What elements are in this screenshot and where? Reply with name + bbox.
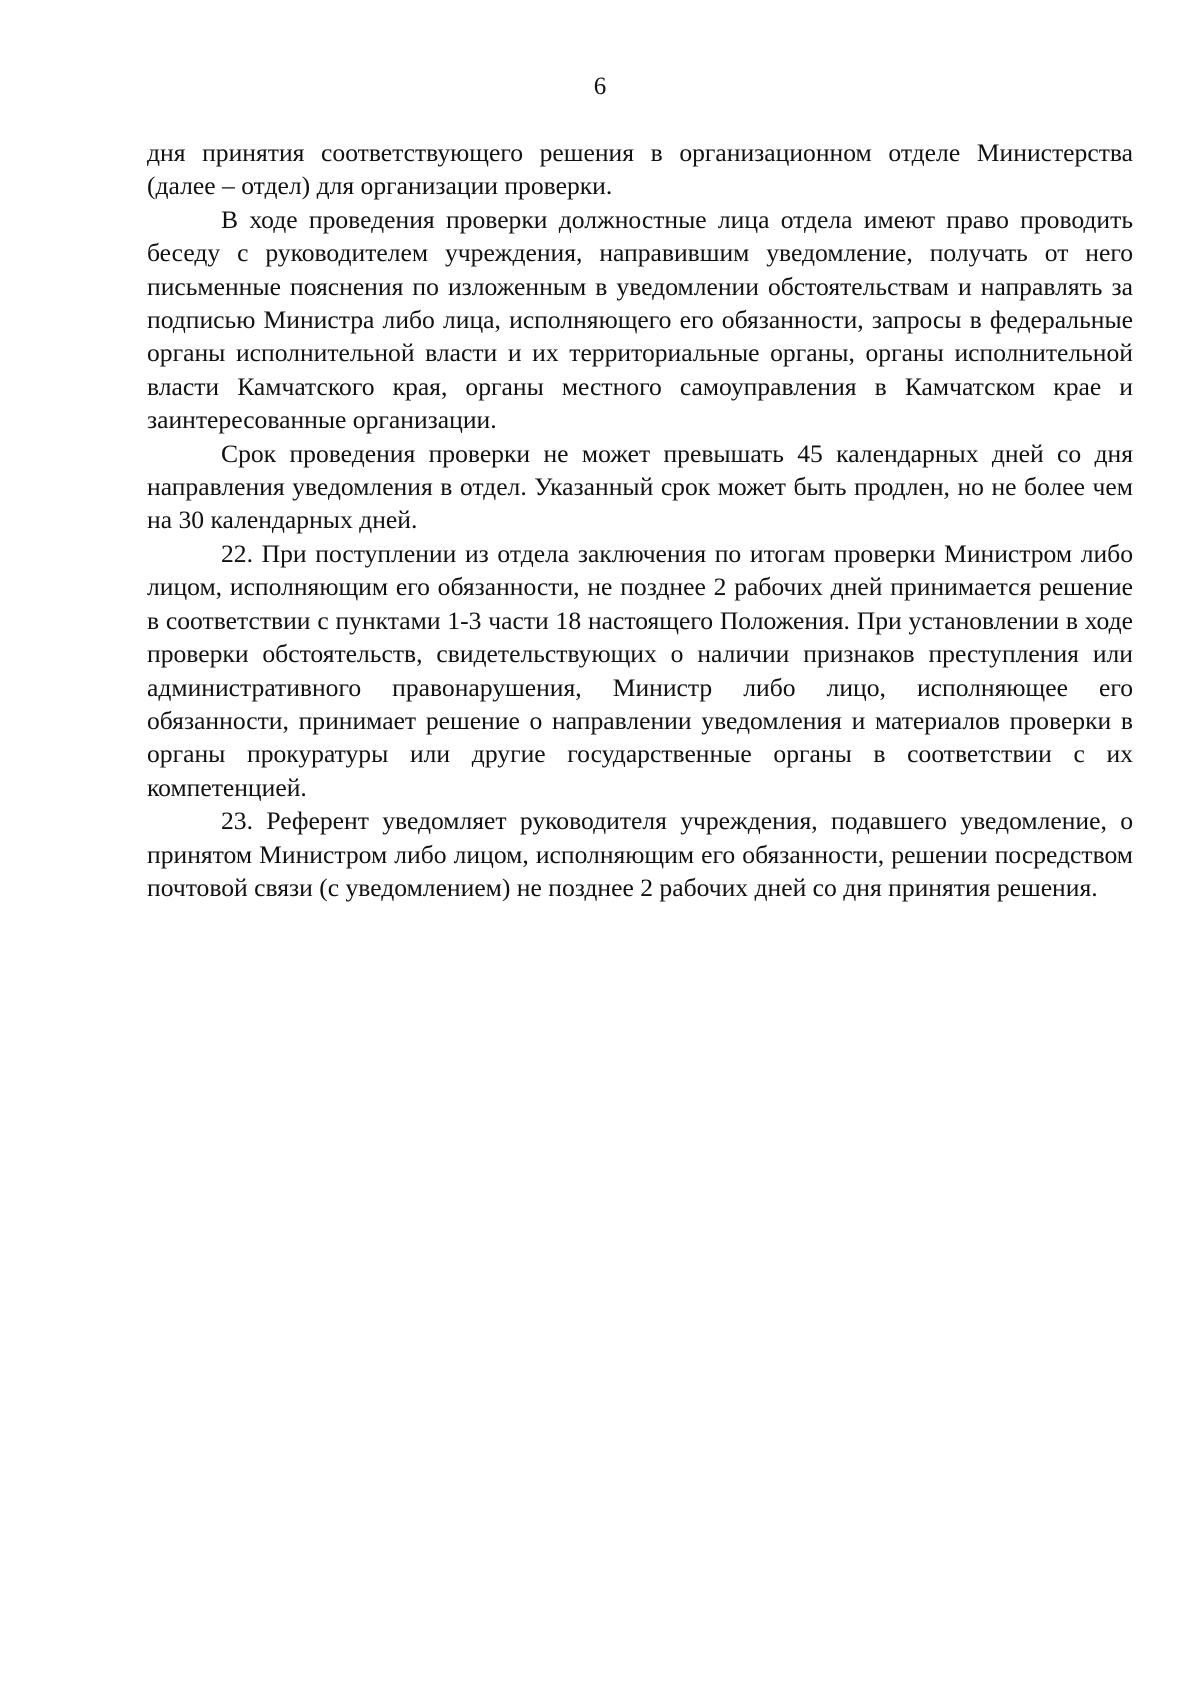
page-number: 6 bbox=[593, 73, 607, 100]
paragraph-continuation: дня принятия соответствующего решения в организационном отделе Министерства (далее – отдел) для организации проверки. bbox=[147, 138, 1133, 201]
paragraph-item-23: 23. Референт уведомляет руководителя учреждения, подавшего уведомление, о принятом Министром либо лицом, исполняющим его обязанности, решении посредством почтовой связи (с уведомлением) не позднее 2 рабочих дней со дня принятия решения. bbox=[147, 806, 1133, 902]
paragraph-item-22: 22. При поступлении из отдела заключения по итогам проверки Министром либо лицом, исполняющим его обязанности, не позднее 2 рабочих дней принимается решение в соответствии с пунктами 1-3 части 18 настоящего Положения. При установлении в ходе проверки обстоятельств, свидетельствующих о наличии признаков преступления или административного правонарушения, Министр либо лицо, исполняющее его обязанности, принимает решение о направлении уведомления и материалов проверки в органы прокуратуры или другие государственные органы в соответствии с их компетенцией. bbox=[147, 538, 1133, 802]
document-body bbox=[147, 136, 1133, 904]
paragraph-inspection-term: Срок проведения проверки не может превышать 45 календарных дней со дня направления уведомления в отдел. Указанный срок может быть продлен, но не более чем на 30 календарных дней. bbox=[147, 438, 1133, 535]
paragraph-inspection-rights: В ходе проведения проверки должностные лица отдела имеют право проводить беседу с руководителем учреждения, направившим уведомление, получать от него письменные пояснения по изложенным в уведомлении обстоятельствам и направлять за подписью Министра либо лица, исполняющего его обязанности, запросы в федеральные органы исполнительной власти и их территориальные органы, органы исполнительной власти Камчатского края, органы местного самоуправления в Камчатском крае и заинтересованные организации. bbox=[147, 204, 1133, 435]
